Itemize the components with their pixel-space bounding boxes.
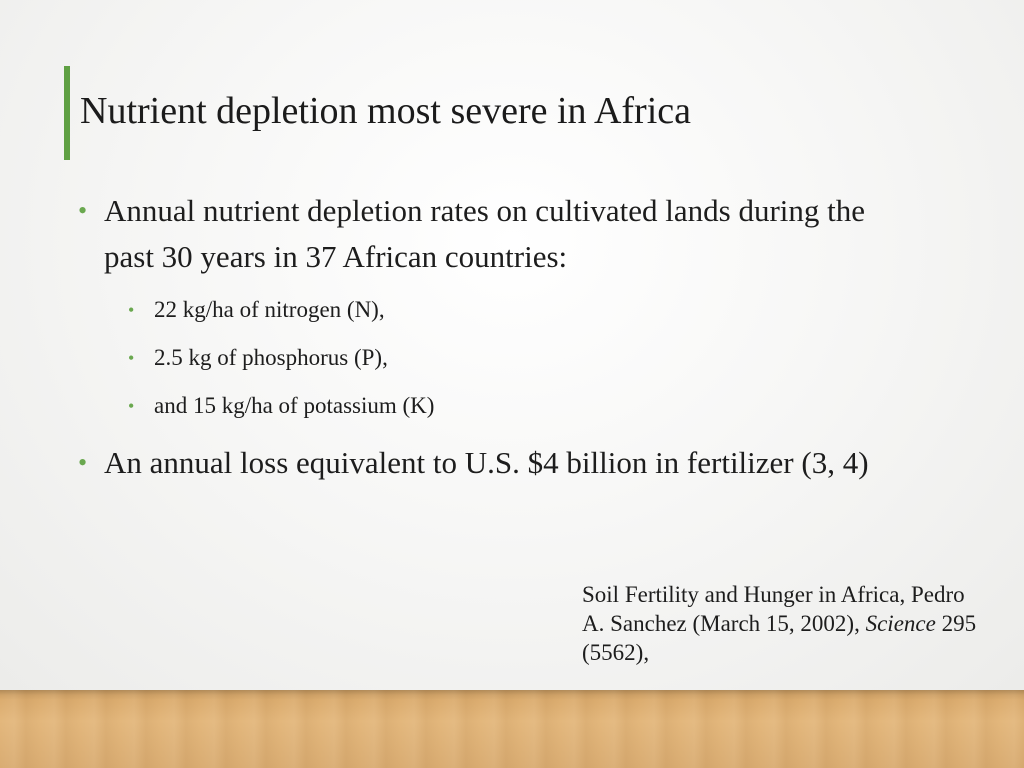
bullet-dot-icon: •	[78, 196, 88, 225]
sub-bullet-item	[128, 334, 918, 382]
sub-bullet-text: and 15 kg/ha of potassium (K)	[154, 393, 435, 418]
bullet-dot-icon: •	[78, 448, 88, 477]
bullet-text: Annual nutrient depletion rates on cultivated lands during the past 30 years in 37 African countries:	[104, 193, 866, 274]
bullet-item	[78, 188, 918, 430]
citation-volume: 295 (5562),	[582, 611, 977, 665]
sub-bullet-item	[128, 286, 918, 334]
title-accent-bar	[64, 66, 70, 160]
citation-journal: Science	[865, 611, 936, 636]
bullet-list	[78, 188, 918, 486]
bullet-text: An annual loss equivalent to U.S. $4 billion in fertilizer (3, 4)	[104, 445, 869, 480]
sub-bullet-list	[104, 286, 918, 430]
sub-bullet-text: 2.5 kg of phosphorus (P),	[154, 345, 388, 370]
bullet-item	[78, 440, 918, 486]
sub-bullet-dot-icon: •	[128, 348, 135, 368]
citation-text: Soil Fertility and Hunger in Africa, Pedro A. Sanchez (March 15, 2002),	[582, 582, 965, 636]
wood-floor-background	[0, 690, 1024, 768]
citation	[582, 580, 982, 667]
sub-bullet-dot-icon: •	[128, 300, 135, 320]
sub-bullet-dot-icon: •	[128, 396, 135, 416]
sub-bullet-text: 22 kg/ha of nitrogen (N),	[154, 297, 385, 322]
slide-title: Nutrient depletion most severe in Africa	[80, 90, 691, 132]
sub-bullet-item	[128, 382, 918, 430]
